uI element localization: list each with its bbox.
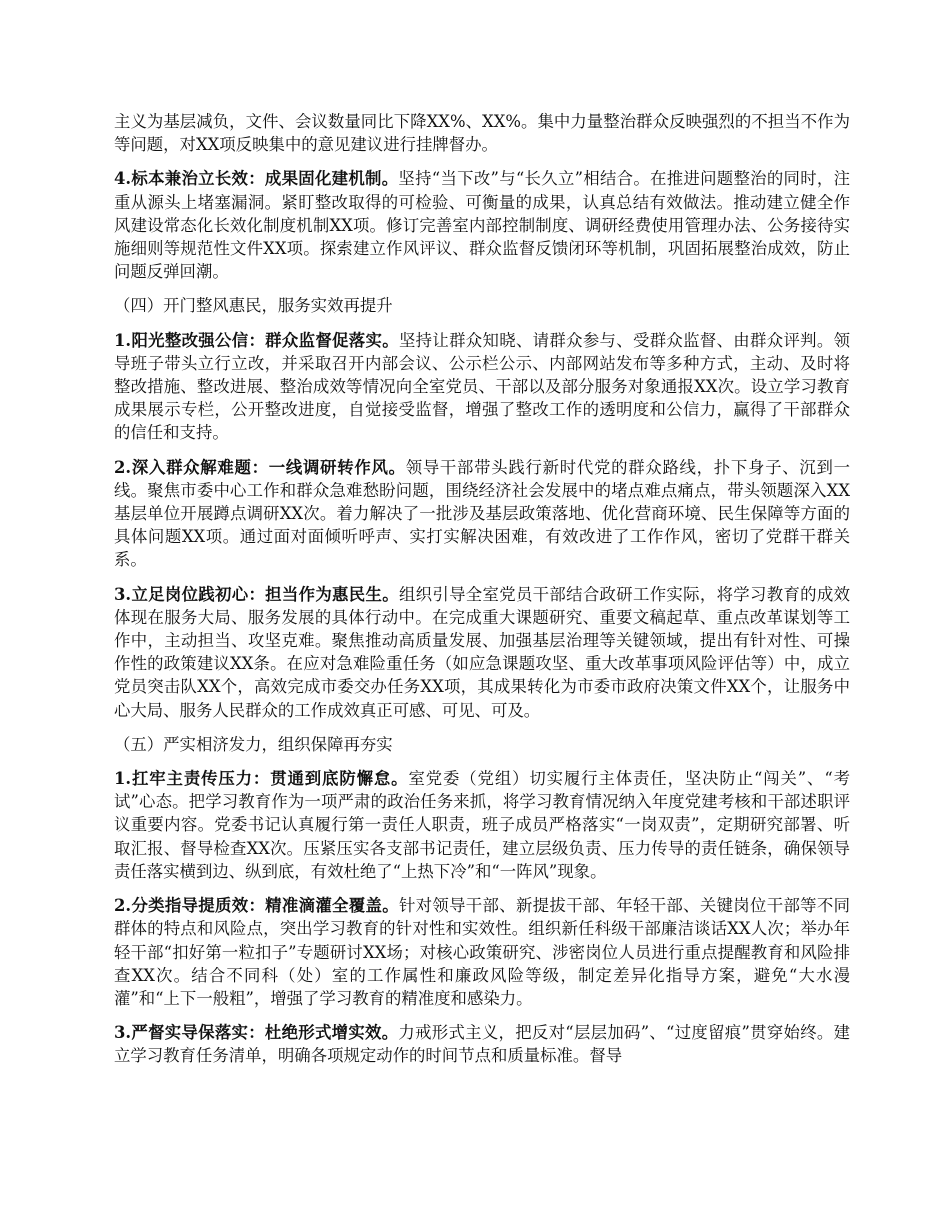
paragraph-lead: 1.阳光整改强公信：群众监督促落实。 bbox=[114, 330, 399, 350]
paragraph-2-deep-into-masses bbox=[114, 456, 850, 572]
paragraph-lead: 4.标本兼治立长效：成果固化建机制。 bbox=[114, 169, 399, 189]
paragraph-lead: 1.扛牢主责传压力：贯通到底防懈怠。 bbox=[114, 769, 409, 789]
paragraph-lead: 2.分类指导提质效：精准滴灌全覆盖。 bbox=[114, 896, 399, 916]
paragraph-continuation bbox=[114, 110, 850, 156]
paragraph-body: 针对领导干部、新提拔干部、年轻干部、关键岗位干部等不同群体的特点和风险点，突出学习教育的针对性和实效性。组织新任科级干部廉洁谈话XX人次；举办年轻干部“扣好第一粒扣子”专题研讨XX场；对核心政策研究、涉密岗位人员进行重点提醒教育和风险排查XX次。结合不同科（处）室的工作属性和廉政风险等级，制定差异化指导方案，避免“大水漫灌”和“上下一般粗”，增强了学习教育的精准度和感染力。 bbox=[114, 896, 850, 1008]
paragraph-body: 组织引导全室党员干部结合政研工作实际，将学习教育的成效体现在服务大局、服务发展的具体行动中。在完成重大课题研究、重要文稿起草、重点改革谋划等工作中，主动担当、攻坚克难。聚焦推动高质量发展、加强基层治理等关键领域，提出有针对性、可操作性的政策建议XX条。在应对急难险重任务（如应急课题攻坚、重大改革事项风险评估等）中，成立党员突击队XX个，高效完成市委交办任务XX项，其成果转化为市委市政府决策文件XX个，让服务中心大局、服务人民群众的工作成效真正可感、可见、可及。 bbox=[114, 584, 850, 720]
paragraph-body: 领导干部带头践行新时代党的群众路线，扑下身子、沉到一线。聚焦市委中心工作和群众急难愁盼问题，围绕经济社会发展中的堵点难点痛点，带头领题深入XX基层单位开展蹲点调研XX次。着力解决了一批涉及基层政策落地、优化营商环境、民生保障等方面的具体问题XX项。通过面对面倾听呼声、实打实解决困难，有效改进了工作作风，密切了党群干群关系。 bbox=[114, 457, 850, 570]
paragraph-lead: 3.立足岗位践初心：担当作为惠民生。 bbox=[114, 584, 399, 604]
paragraph-1-main-responsibility bbox=[114, 767, 850, 883]
document-page bbox=[114, 110, 850, 1079]
paragraph-body: 力戒形式主义，把反对“层层加码”、“过度留痕”贯穿始终。建立学习教育任务清单，明确各项规定动作的时间节点和质量标准。督导 bbox=[114, 1023, 850, 1066]
paragraph-3-strict-supervision bbox=[114, 1021, 850, 1067]
paragraph-lead: 2.深入群众解难题：一线调研转作风。 bbox=[114, 457, 406, 477]
section-heading-4: （四）开门整风惠民，服务实效再提升 bbox=[114, 296, 393, 316]
paragraph-body: 主义为基层减负，文件、会议数量同比下降XX%、XX%。集中力量整治群众反映强烈的不担当不作为等问题，对XX项反映集中的意见建议进行挂牌督办。 bbox=[114, 112, 850, 155]
paragraph-body: 坚持“当下改”与“长久立”相结合。在推进问题整治的同时，注重从源头上堵塞漏洞。紧盯整改取得的可检验、可衡量的成果，认真总结有效做法。推动建立健全作风建设常态化长效化制度机制XX项。修订完善室内部控制制度、调研经费使用管理办法、公务接待实施细则等规范性文件XX项。探索建立作风评议、群众监督反馈闭环等机制，巩固拓展整治成效，防止问题反弹回潮。 bbox=[114, 169, 850, 282]
paragraph-1-sunshine-rectification bbox=[114, 329, 850, 445]
paragraph-body: 坚持让群众知晓、请群众参与、受群众监督、由群众评判。领导班子带头立行立改，并采取召开内部会议、公示栏公示、内部网站发布等多种方式，主动、及时将整改措施、整改进展、整治成效等情况向全室党员、干部以及部分服务对象通报XX次。设立学习教育成果展示专栏，公开整改进度，自觉接受监督，增强了整改工作的透明度和公信力，赢得了干部群众的信任和支持。 bbox=[114, 330, 850, 443]
paragraph-4-standard-root-cause bbox=[114, 167, 850, 283]
paragraph-3-post-duty bbox=[114, 583, 850, 722]
section-heading-5: （五）严实相济发力，组织保障再夯实 bbox=[114, 734, 393, 754]
paragraph-2-classified-guidance bbox=[114, 894, 850, 1010]
paragraph-lead: 3.严督实导保落实：杜绝形式增实效。 bbox=[114, 1023, 399, 1043]
paragraph-body: 室党委（党组）切实履行主体责任，坚决防止“闯关”、“考试”心态。把学习教育作为一项严肃的政治任务来抓，将学习教育情况纳入年度党建考核和干部述职评议重要内容。党委书记认真履行第一责任人职责，班子成员严格落实“一岗双责”，定期研究部署、听取汇报、督导检查XX次。压紧压实各支部书记责任，建立层级负责、压力传导的责任链条，确保领导责任落实横到边、纵到底，有效杜绝了“上热下冷”和“一阵风”现象。 bbox=[114, 769, 850, 881]
